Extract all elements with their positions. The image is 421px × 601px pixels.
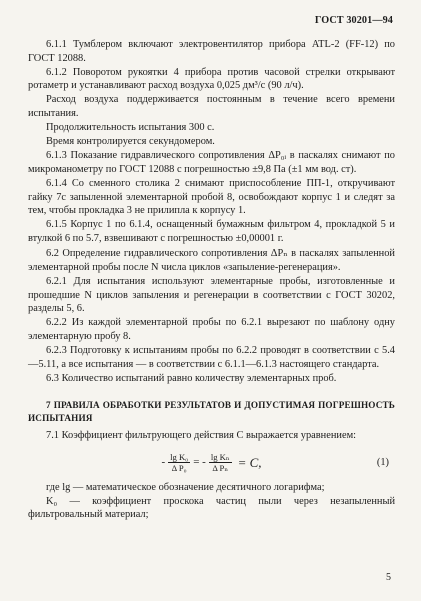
paragraph-lg-definition: где lg — математическое обозначение десятичного логарифма; (46, 481, 325, 493)
paragraph-6-1-5: 6.1.5 Корпус 1 по 6.1.4, оснащенный бумажным фильтром 4, прокладкой 5 и втулкой 6 по 5.7, взвешивают с погрешностью ±0,00001 г. (28, 219, 395, 244)
fraction-kn (209, 452, 232, 473)
paragraph-6-1-3: 6.1.3 Показание гидравлического сопротивления ΔP₀ᵢ в паскалях снимают по микроманометру по ГОСТ 12088 с погрешностью ±9,8 Па (±1 мм вод. ст). (28, 150, 395, 175)
paragraph-6-2-3: 6.2.3 Подготовку к испытаниям пробы по 6.2.2 проводят в соответствии с 5.4—5.11, а все испытания — в соответствии с 6.1.1—6.1.3 настоящего стандарта. (28, 345, 395, 370)
paragraph-air-flow: Расход воздуха поддерживается постоянным в течение всего времени испытания. (28, 94, 395, 119)
paragraph-time-control: Время контролируется секундомером. (46, 136, 215, 148)
paragraph-duration: Продолжительность испытания 300 с. (46, 122, 215, 134)
paragraph-6-2-1: 6.2.1 Для испытания используют элементарные пробы, изготовленные и прошедшие N циклов запыления и регенерации в соответствии с ГОСТ 30202, разделы 5, 6. (28, 276, 395, 315)
formula-equals-minus: = - (193, 455, 206, 468)
paragraph-6-3: 6.3 Количество испытаний равно количеству элементарных проб. (46, 372, 337, 384)
paragraph-6-1-2: 6.1.2 Поворотом рукоятки 4 прибора против часовой стрелки открывают ротаметр и устанавливают расход воздуха 0,025 дм³/с (90 л/ч). (28, 66, 395, 92)
paragraph-6-2-2: 6.2.2 Из каждой элементарной пробы по 6.2.1 вырезают по шаблону одну элементарную пробу 8. (28, 317, 395, 342)
fraction-k0-denominator: Δ P₀ (171, 463, 187, 474)
fraction-k0-numerator: lg K₀ (170, 452, 189, 463)
formula-1 (28, 449, 395, 477)
section-title-7: 7 ПРАВИЛА ОБРАБОТКИ РЕЗУЛЬТАТОВ И ДОПУСТИМАЯ ПОГРЕШНОСТЬ ИСПЫТАНИЯ (28, 400, 395, 423)
paragraph-6-1-1: 6.1.1 Тумблером включают электровентилятор прибора ATL-2 (FF-12) по ГОСТ 12088. (28, 39, 395, 64)
fraction-k0 (168, 452, 190, 473)
paragraph-6-2: 6.2 Определение гидравлического сопротивления ΔPₙ в паскалях запыленной элементарной пробы после N числа циклов «запыление-регенерация». (28, 248, 395, 273)
page-header-standard: ГОСТ 30201—94 (314, 15, 393, 26)
page-number: 5 (386, 572, 391, 584)
paragraph-k0-definition: K₀ — коэффициент проскока частиц пыли через незапыленный фильтровальный материал; (28, 495, 395, 521)
fraction-kn-numerator: lg Kₙ (210, 452, 230, 463)
formula-minus: - (161, 455, 166, 468)
fraction-kn-denominator: Δ Pₙ (212, 463, 229, 474)
paragraph-7-1: 7.1 Коэффициент фильтрующего действия C выражается уравнением: (46, 430, 357, 442)
formula-result: = C, (237, 454, 262, 470)
formula-number: (1) (376, 456, 389, 468)
paragraph-6-1-4: 6.1.4 Со сменного столика 2 снимают приспособление ПП-1, откручивают гайку 7с запыленной элементарной пробой 8, освобождают корпус 1 и следят за тем, чтобы прокладка 3 не прилипла к корпусу 1. (28, 177, 395, 217)
